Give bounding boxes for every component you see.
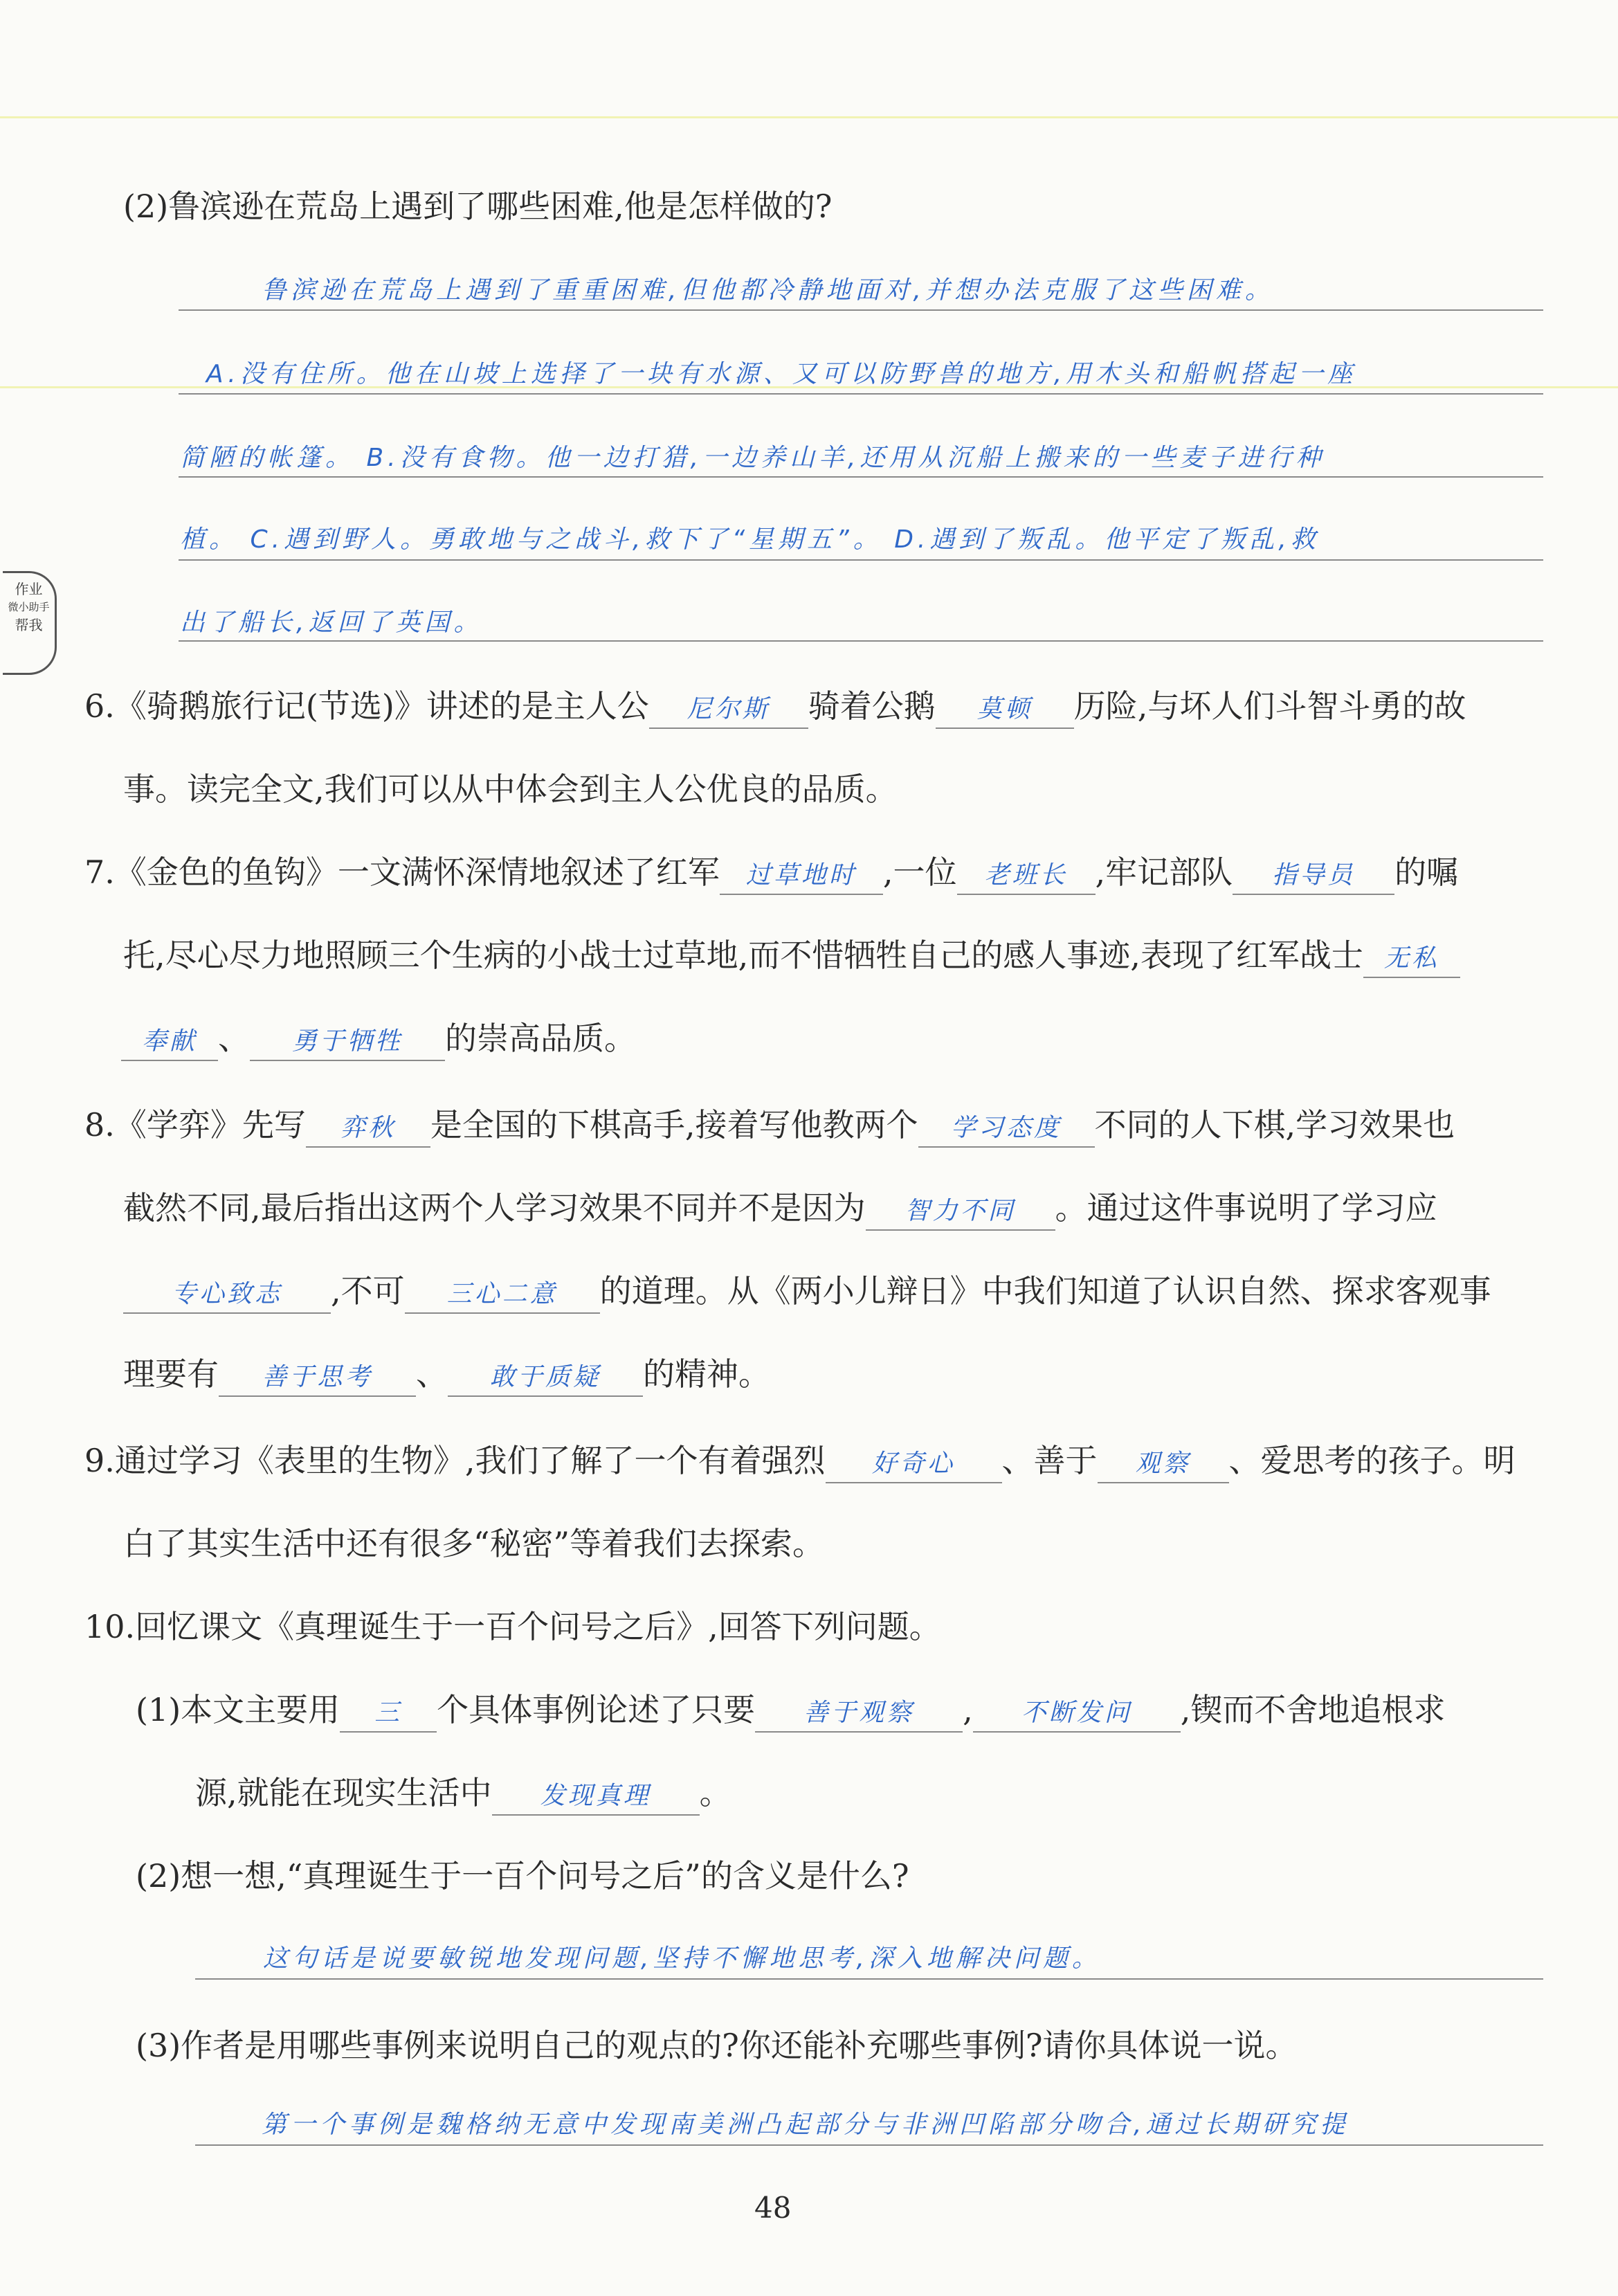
blank: 好奇心 [826, 1440, 1002, 1485]
blank: 善于思考 [219, 1353, 416, 1398]
blank: 专心致志 [123, 1270, 331, 1315]
question-10-1-line2: 源,就能在现实生活中 发现真理 。 [195, 1772, 731, 1817]
blank: 智力不同 [866, 1187, 1055, 1232]
question-8-line4: 理要有 善于思考 、 敢于质疑 的精神。 [123, 1353, 770, 1398]
answer-rule [179, 393, 1543, 395]
question-6: 6.《骑鹅旅行记(节选)》讲述的是主人公 尼尔斯 骑着公鹅 莫顿 历险,与坏人们斗智斗勇的故 [84, 685, 1466, 730]
blank: 无私 [1363, 934, 1460, 979]
answer-line: 植。 C.遇到野人。勇敢地与之战斗,救下了“星期五”。 D.遇到了叛乱。他平定了叛乱,救 [180, 525, 1320, 554]
blank: 尼尔斯 [649, 685, 808, 730]
question-9-line2: 白了其实生活中还有很多“秘密”等着我们去探索。 [123, 1525, 825, 1562]
answer-rule [179, 640, 1543, 642]
blank: 弈秋 [306, 1104, 430, 1149]
answer-rule [179, 559, 1543, 561]
blank: 观察 [1098, 1440, 1229, 1485]
question-10-3: (3)作者是用哪些事例来说明自己的观点的?你还能补充哪些事例?请你具体说一说。 [136, 2027, 1298, 2064]
answer-rule [179, 309, 1543, 311]
question-7-line2: 托,尽心尽力地照顾三个生病的小战士过草地,而不惜牺牲自己的感人事迹,表现了红军战士 无私 [123, 934, 1460, 979]
question-8-line2: 截然不同,最后指出这两个人学习效果不同并不是因为 智力不同 。通过这件事说明了学习应 [123, 1187, 1437, 1232]
question-5-2: (2)鲁滨逊在荒岛上遇到了哪些困难,他是怎样做的? [123, 188, 833, 225]
answer-line: 这句话是说要敏锐地发现问题,坚持不懈地思考,深入地解决问题。 [263, 1944, 1101, 1973]
answer-line: A.没有住所。他在山坡上选择了一块有水源、又可以防野兽的地方,用木头和船帆搭起一座 [206, 360, 1357, 388]
blank: 三心二意 [405, 1270, 600, 1315]
question-8-line3: 专心致志 ,不可 三心二意 的道理。从《两小儿辩日》中我们知道了认识自然、探求客观事 [123, 1270, 1491, 1315]
answer-line: 第一个事例是魏格纳无意中发现南美洲凸起部分与非洲凹陷部分吻合,通过长期研究提 [262, 2110, 1349, 2139]
blank: 不断发问 [973, 1689, 1181, 1734]
blank: 三 [340, 1689, 437, 1734]
answer-rule [195, 2144, 1543, 2146]
question-10-2: (2)想一想,“真理诞生于一百个问号之后”的含义是什么? [136, 1857, 909, 1895]
question-7: 7.《金色的鱼钩》一文满怀深情地叙述了红军 过草地时 ,一位 老班长 ,牢记部队 指导员 的嘱 [84, 851, 1458, 896]
answer-rule [179, 476, 1543, 478]
highlight-stripe [0, 116, 1618, 118]
blank: 学习态度 [918, 1104, 1095, 1149]
question-10-1: (1)本文主要用 三 个具体事例论述了只要 善于观察 , 不断发问 ,锲而不舍地追根求 [136, 1689, 1445, 1734]
blank: 发现真理 [492, 1772, 700, 1817]
question-8: 8.《学弈》先写 弈秋 是全国的下棋高手,接着写他教两个 学习态度 不同的人下棋,学习效果也 [84, 1104, 1455, 1149]
blank: 莫顿 [936, 685, 1074, 730]
question-7-line3: 奉献 、 勇于牺牲 的崇高品质。 [121, 1018, 636, 1063]
page-number: 48 [754, 2191, 792, 2225]
blank: 奉献 [121, 1018, 218, 1063]
blank: 指导员 [1233, 851, 1394, 896]
blank: 老班长 [957, 851, 1096, 896]
question-9: 9.通过学习《表里的生物》,我们了解了一个有着强烈 好奇心 、善于 观察 、爱思考的孩子。明 [84, 1440, 1516, 1485]
answer-line: 出了船长,返回了英国。 [180, 608, 483, 637]
answer-line: 鲁滨逊在荒岛上遇到了重重困难,但他都冷静地面对,并想办法克服了这些困难。 [262, 276, 1274, 305]
helper-stamp: 作业 微小助手 帮我 [3, 571, 57, 675]
blank: 过草地时 [720, 851, 883, 896]
question-6-line2: 事。读完全文,我们可以从中体会到主人公优良的品质。 [123, 770, 898, 808]
question-10-title: 10.回忆课文《真理诞生于一百个问号之后》,回答下列问题。 [84, 1608, 941, 1645]
blank: 善于观察 [755, 1689, 963, 1734]
blank: 敢于质疑 [448, 1353, 643, 1398]
answer-line: 简陋的帐篷。 B.没有食物。他一边打猎,一边养山羊,还用从沉船上搬来的一些麦子进行种 [180, 444, 1325, 472]
blank: 勇于牺牲 [250, 1018, 445, 1063]
answer-rule [195, 1978, 1543, 1980]
